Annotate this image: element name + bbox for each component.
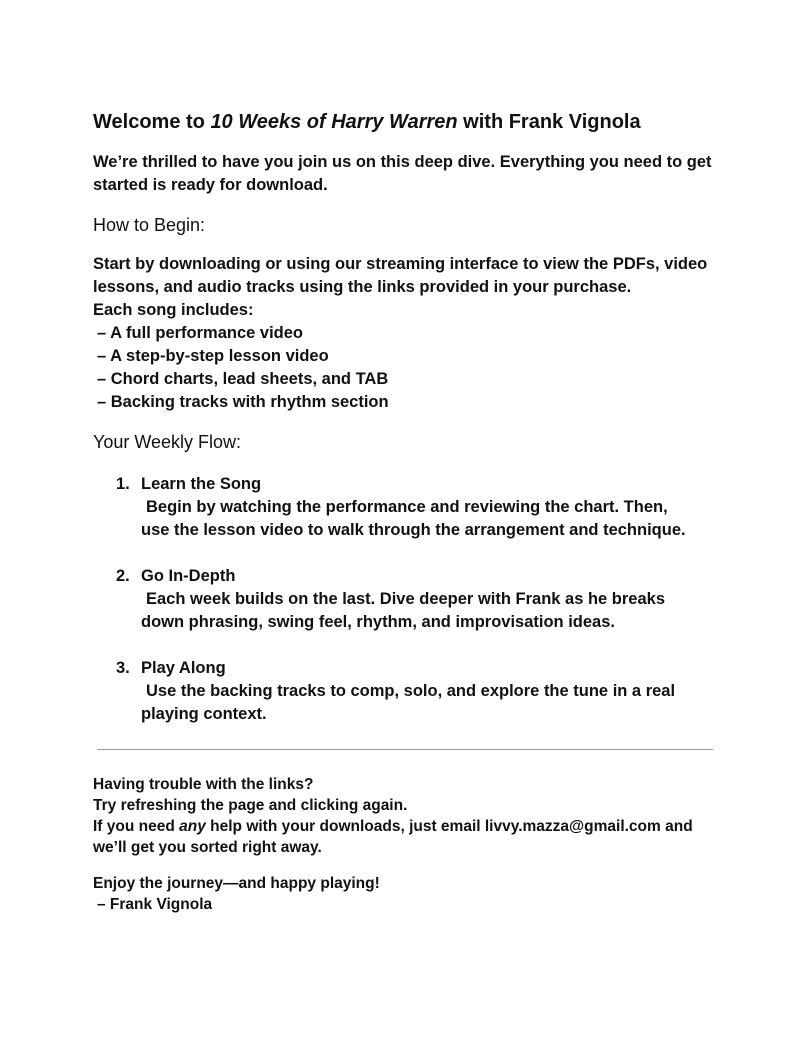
include-item: – A full performance video [97, 324, 303, 342]
step-body-line: down phrasing, swing feel, rhythm, and improvisation ideas. [141, 613, 615, 631]
step-body-line: use the lesson video to walk through the arrangement and technique. [141, 521, 686, 539]
page-title [93, 108, 723, 136]
step-body-line: Each week builds on the last. Dive deeper with Frank as he breaks [146, 590, 666, 608]
include-item: – A step-by-step lesson video [97, 347, 329, 365]
trouble-line: Having trouble with the links? [93, 776, 314, 793]
includes-label: Each song includes: [93, 301, 254, 319]
step-title: Go In-Depth [141, 567, 236, 585]
step-body-line: Use the backing tracks to comp, solo, and explore the tune in a real [146, 682, 676, 700]
step-title: Learn the Song [141, 475, 262, 493]
step-body-line: playing context. [141, 705, 267, 723]
signature: – Frank Vignola [97, 896, 213, 913]
how-to-begin-heading: How to Begin: [93, 215, 206, 235]
title-suffix: with Frank Vignola [457, 111, 641, 133]
document [93, 108, 723, 915]
list-item [93, 657, 723, 726]
step-title: Play Along [141, 659, 226, 677]
help-text-emphasis: any [179, 818, 206, 835]
include-item: – Backing tracks with rhythm section [97, 393, 389, 411]
weekly-flow-list [93, 473, 723, 726]
closing-line: Enjoy the journey—and happy playing! [93, 875, 380, 892]
help-text-middle: help with your downloads, just email [205, 818, 485, 835]
closing-section [93, 873, 723, 915]
how-to-begin-text: Start by downloading or using our streaming interface to view the PDFs, video lessons, and audio tracks using the links provided in your purchase. [93, 255, 708, 296]
help-text-suffix: and we’ll get you sorted right away. [93, 818, 693, 856]
step-number: 3. [116, 659, 130, 677]
how-to-begin-section [93, 253, 723, 414]
list-item [93, 565, 723, 634]
list-item [93, 473, 723, 542]
title-course-name: 10 Weeks of Harry Warren [210, 111, 458, 133]
include-item: – Chord charts, lead sheets, and TAB [97, 370, 389, 388]
section-divider [97, 749, 713, 750]
trouble-line: Try refreshing the page and clicking again. [93, 797, 408, 814]
step-number: 1. [116, 475, 130, 493]
trouble-help-text [93, 816, 723, 858]
step-body-line: Begin by watching the performance and reviewing the chart. Then, [146, 498, 668, 516]
weekly-flow-heading: Your Weekly Flow: [93, 432, 242, 452]
troubleshooting-section [93, 774, 723, 858]
intro-paragraph: We’re thrilled to have you join us on this deep dive. Everything you need to get started is ready for download. [93, 153, 712, 194]
help-text-prefix: If you need [93, 818, 180, 835]
title-prefix: Welcome to [93, 111, 211, 133]
step-number: 2. [116, 567, 130, 585]
support-email: livvy.mazza@gmail.com [484, 818, 661, 835]
